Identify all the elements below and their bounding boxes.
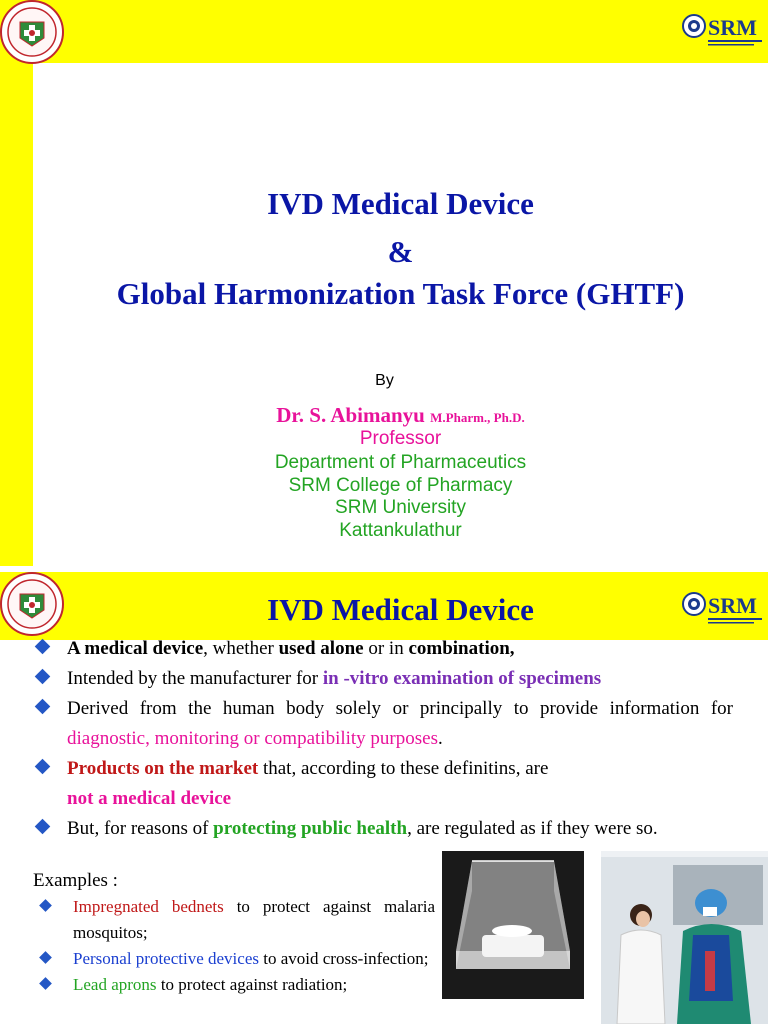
- bullet-highlight: not a medical device: [67, 788, 232, 809]
- top-yellow-bar: [0, 0, 768, 63]
- bullet-text: But, for reasons of: [67, 818, 214, 839]
- college-seal-logo: [0, 0, 64, 64]
- bullet-highlight: protecting public health: [213, 818, 408, 839]
- example-highlight: Lead aprons: [73, 975, 157, 994]
- bullet-item: [33, 754, 733, 814]
- bullet-text: .: [437, 728, 443, 749]
- bullet-text: , whether: [203, 638, 279, 659]
- slide-title: IVD Medical Device: [267, 592, 534, 627]
- bullet-diamond-icon: [35, 819, 51, 835]
- bullet-diamond-icon: [39, 977, 52, 990]
- bullet-item: [33, 634, 733, 664]
- left-yellow-bar: [0, 0, 33, 566]
- example-highlight: Impregnated bednets: [73, 897, 224, 916]
- author-name: Dr. S. Abimanyu: [276, 403, 425, 427]
- srm-logo-text: SRM: [708, 15, 757, 40]
- example-text: to protect against malaria mosquitos;: [73, 897, 435, 942]
- bullet-diamond-icon: [35, 759, 51, 775]
- protective-gear-photo: [601, 851, 768, 1024]
- bullet-text-bold: combination,: [408, 638, 515, 659]
- slide-title-line-1: IVD Medical Device: [267, 186, 534, 221]
- bullet-text-bold: used alone: [278, 638, 364, 659]
- example-item: [33, 946, 435, 972]
- bullet-highlight: Products on the market: [67, 758, 259, 779]
- bullet-highlight: diagnostic, monitoring or compatibility purposes: [67, 728, 438, 749]
- example-item: [33, 894, 435, 946]
- examples-list: [33, 894, 435, 998]
- author-line: [33, 403, 768, 428]
- bullet-diamond-icon: [35, 699, 51, 715]
- example-highlight: Personal protective devices: [73, 949, 259, 968]
- bullet-diamond-icon: [39, 951, 52, 964]
- bullet-item: [33, 694, 733, 754]
- bullet-text: that, according to these definitins, are: [258, 758, 549, 779]
- example-item: [33, 972, 435, 998]
- bullet-highlight: in -vitro examination of specimens: [322, 668, 602, 689]
- slide-title-line-2: Global Harmonization Task Force (GHTF): [116, 276, 685, 311]
- bullet-item: [33, 664, 733, 694]
- by-label: By: [375, 372, 394, 389]
- bullet-text: Derived from the human body solely or principally to provide information for: [67, 698, 733, 719]
- srm-logo: [682, 8, 766, 52]
- bullet-diamond-icon: [35, 669, 51, 685]
- designation: Professor: [359, 428, 442, 449]
- bullet-text: or in: [363, 638, 409, 659]
- bullet-text: Intended by the manufacturer for: [67, 668, 323, 689]
- bullet-item: [33, 814, 733, 844]
- example-text: to protect against radiation;: [156, 975, 348, 994]
- bullet-list: [33, 634, 733, 844]
- department: Department of Pharmaceutics: [274, 452, 527, 473]
- bullet-diamond-icon: [39, 899, 52, 912]
- bullet-text-bold: A medical device: [67, 638, 204, 659]
- srm-logo-text: SRM: [708, 593, 757, 618]
- example-text: to avoid cross-infection;: [259, 949, 429, 968]
- location: Kattankulathur: [339, 520, 462, 541]
- college-name: SRM College of Pharmacy: [288, 475, 513, 496]
- university-name: SRM University: [335, 497, 466, 518]
- examples-label: Examples :: [33, 870, 118, 891]
- content-slide: [0, 572, 768, 1024]
- bednet-photo: [442, 851, 584, 999]
- bullet-diamond-icon: [35, 639, 51, 655]
- slide-title-ampersand: &: [387, 234, 414, 269]
- bullet-text: , are regulated as if they were so.: [407, 818, 658, 839]
- author-degree: M.Pharm., Ph.D.: [430, 410, 525, 425]
